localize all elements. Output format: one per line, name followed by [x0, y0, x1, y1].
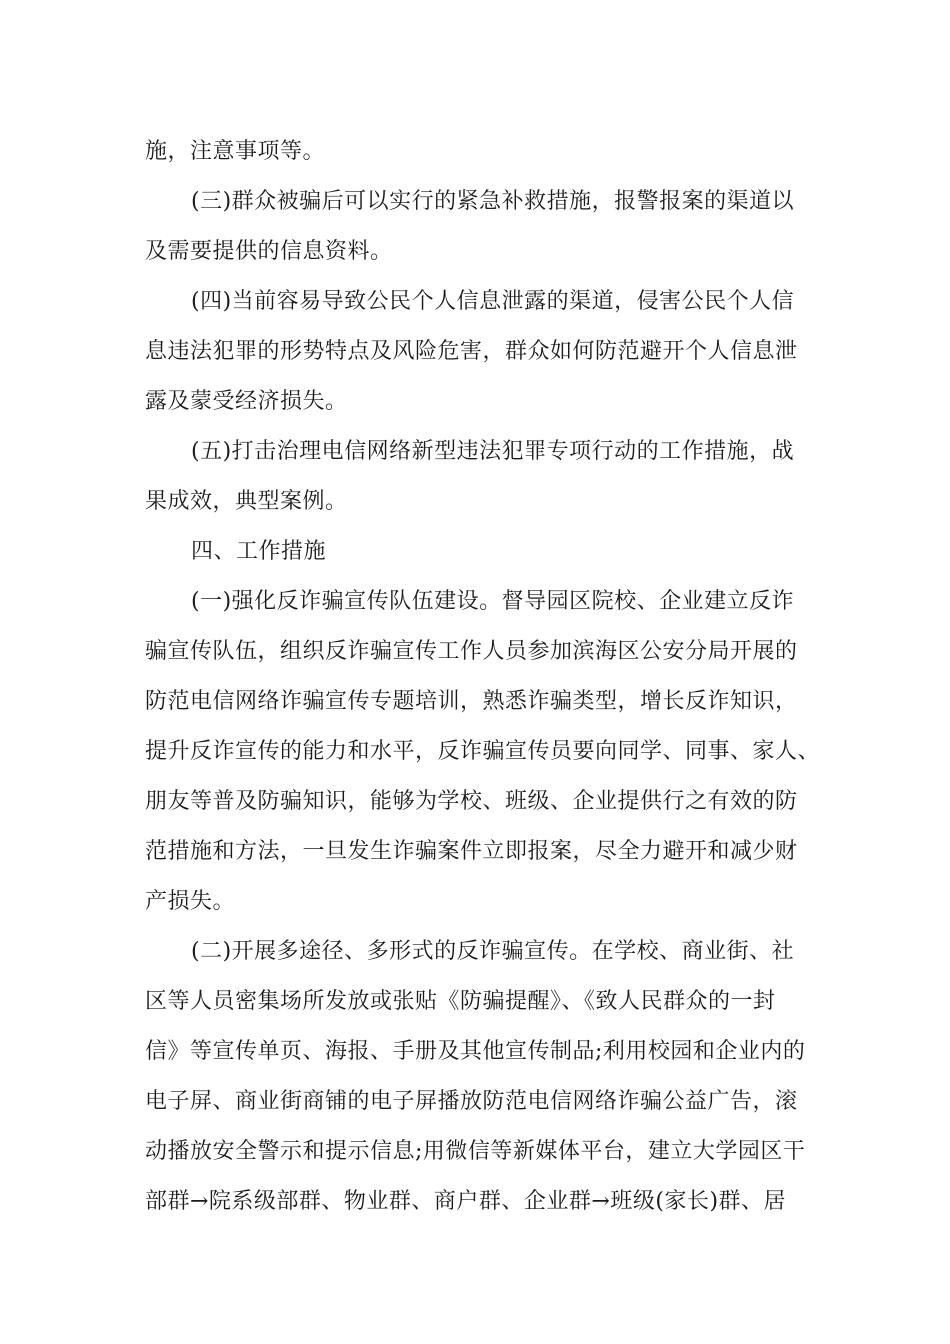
paragraph-line: (三)群众被骗后可以实行的紧急补救措施，报警报案的渠道以: [191, 189, 795, 214]
paragraph-line: 提升反诈宣传的能力和水平，反诈骗宣传员要向同学、同事、家人、: [145, 739, 821, 764]
paragraph-line: 果成效，典型案例。: [145, 489, 348, 514]
paragraph-line: 及需要提供的信息资料。: [145, 239, 393, 264]
paragraph-line: (四)当前容易导致公民个人信息泄露的渠道，侵害公民个人信: [191, 289, 795, 314]
paragraph-line: 部群→院系级部群、物业群、商户群、企业群→班级(家长)群、居: [145, 1189, 787, 1214]
paragraph-line: 动播放安全警示和提示信息;用微信等新媒体平台，建立大学园区干: [145, 1139, 806, 1164]
paragraph-line: 范措施和方法，一旦发生诈骗案件立即报案，尽全力避开和减少财: [145, 839, 798, 864]
paragraph-line: 产损失。: [145, 889, 236, 914]
paragraph-line: (五)打击治理电信网络新型违法犯罪专项行动的工作措施，战: [191, 439, 795, 464]
paragraph-line: 信》等宣传单页、海报、手册及其他宣传制品;利用校园和企业内的: [145, 1039, 806, 1064]
section-heading: 四、工作措施: [191, 539, 327, 564]
paragraph-line: (二)开展多途径、多形式的反诈骗宣传。在学校、商业街、社: [191, 939, 795, 964]
paragraph-line: 电子屏、商业街商铺的电子屏播放防范电信网络诈骗公益广告，滚: [145, 1089, 798, 1114]
paragraph-line: 施，注意事项等。: [145, 139, 326, 164]
paragraph-line: (一)强化反诈骗宣传队伍建设。督导园区院校、企业建立反诈: [191, 589, 795, 614]
paragraph-line: 息违法犯罪的形势特点及风险危害，群众如何防范避开个人信息泄: [145, 339, 798, 364]
paragraph-line: 朋友等普及防骗知识，能够为学校、班级、企业提供行之有效的防: [145, 789, 798, 814]
paragraph-line: 区等人员密集场所发放或张贴《防骗提醒》、《致人民群众的一封: [145, 989, 776, 1014]
paragraph-line: 骗宣传队伍，组织反诈骗宣传工作人员参加滨海区公安分局开展的: [145, 639, 798, 664]
paragraph-line: 防范电信网络诈骗宣传专题培训，熟悉诈骗类型，增长反诈知识，: [145, 689, 798, 714]
paragraph-line: 露及蒙受经济损失。: [145, 389, 348, 414]
